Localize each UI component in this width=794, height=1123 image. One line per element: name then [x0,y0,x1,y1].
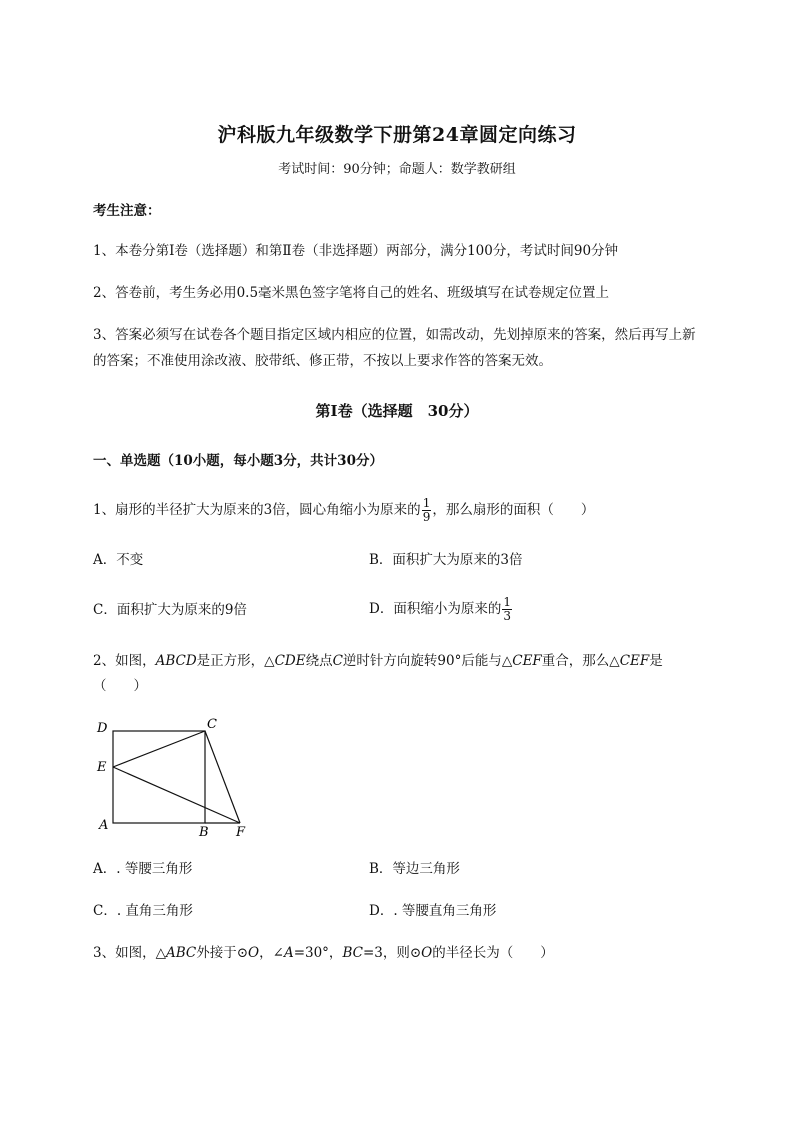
q1-option-c[interactable]: C．面积扩大为原来的9倍 [93,602,247,618]
page-title: 沪科版九年级数学下册第24章圆定向练习 [217,124,577,146]
q3-triangle-abc: ABC [165,945,197,961]
notice-item-1: 1、本卷分第I卷（选择题）和第Ⅱ卷（非选择题）两部分，满分100分，考试时间90分钟 [93,243,619,259]
q2-option-a[interactable]: A．. 等腰三角形 [93,861,193,877]
square-abcd [113,731,205,823]
q3-circle-o-1: O [248,945,260,961]
q3-text-4: =30°， [293,945,343,961]
q2-option-d[interactable]: D．. 等腰直角三角形 [369,903,497,919]
q2-triangle-cde: CDE [274,653,306,669]
part-heading: 一、单选题（10小题，每小题3分，共计30分） [93,453,383,469]
q3-angle-a: A [283,945,294,961]
q1-option-d-fraction [502,596,512,623]
q1-frac-num: 1 [422,496,431,510]
question-2-stem [93,651,663,671]
q1-option-d-num: 1 [503,595,511,609]
q2-text-6: 是 [649,653,663,669]
label-e: E [97,760,107,775]
label-c: C [207,717,217,732]
question-3-stem [93,943,554,963]
q1-option-b[interactable]: B．面积扩大为原来的3倍 [369,552,523,568]
q3-text-2: 外接于⊙ [196,945,249,961]
q2-figure [90,712,260,842]
q1-text-after: ，那么扇形的面积（ ） [432,502,595,518]
q1-text-before: 1、扇形的半径扩大为原来的3倍，圆心角缩小为原来的 [93,502,421,518]
q3-text-3: ，∠ [259,945,284,961]
q2-text-4: 逆时针方向旋转90°后能与△ [342,653,513,669]
notice-item-2: 2、答卷前，考生务必用0.5毫米黑色签字笔将自己的姓名、班级填写在试卷规定位置上 [93,285,610,301]
label-f: F [236,825,246,840]
q1-option-d-den: 3 [503,609,511,623]
q2-text-1: 2、如图， [93,653,156,669]
label-a: A [99,818,109,833]
q2-square-name: ABCD [155,653,197,669]
q2-text-5: 重合，那么△ [541,653,620,669]
q1-fraction [422,497,432,524]
q2-triangle-cef-2: CEF [619,653,650,669]
q2-triangle-cef-1: CEF [512,653,542,669]
q3-segment-bc: BC [342,945,363,961]
q2-option-c[interactable]: C．. 直角三角形 [93,903,193,919]
section-title: 第I卷（选择题 30分） [315,402,479,420]
q2-text-3: 绕点 [305,653,333,669]
q2-answer-blank: （ ） [93,678,147,694]
q1-option-d[interactable] [369,596,513,623]
notice-item-3: 3、答案必须写在试卷各个题目指定区域内相应的位置，如需改动，先划掉原来的答案，然后再写上新 [93,327,696,343]
q1-option-a[interactable]: A．不变 [93,552,144,568]
label-d: D [97,721,108,736]
segment-ec [113,731,205,767]
notice-heading: 考生注意： [93,203,161,219]
q3-circle-o-2: O [421,945,433,961]
q2-text-2: 是正方形，△ [196,653,275,669]
q1-option-d-text: D．面积缩小为原来的 [369,601,502,617]
segment-cf [205,731,240,823]
q1-frac-den: 9 [422,510,431,524]
notice-item-3-cont: 的答案；不准使用涂改液、胶带纸、修正带，不按以上要求作答的答案无效。 [93,353,552,369]
question-1-stem [93,497,594,524]
q3-text-6: 的半径长为（ ） [432,945,554,961]
segment-ef [113,767,240,823]
q3-text-5: =3，则⊙ [362,945,422,961]
q2-option-b[interactable]: B．等边三角形 [369,861,460,877]
q2-point-c: C [332,653,343,669]
q3-text-1: 3、如图，△ [93,945,166,961]
label-b: B [199,825,209,840]
exam-info: 考试时间：90分钟；命题人：数学教研组 [278,162,516,177]
